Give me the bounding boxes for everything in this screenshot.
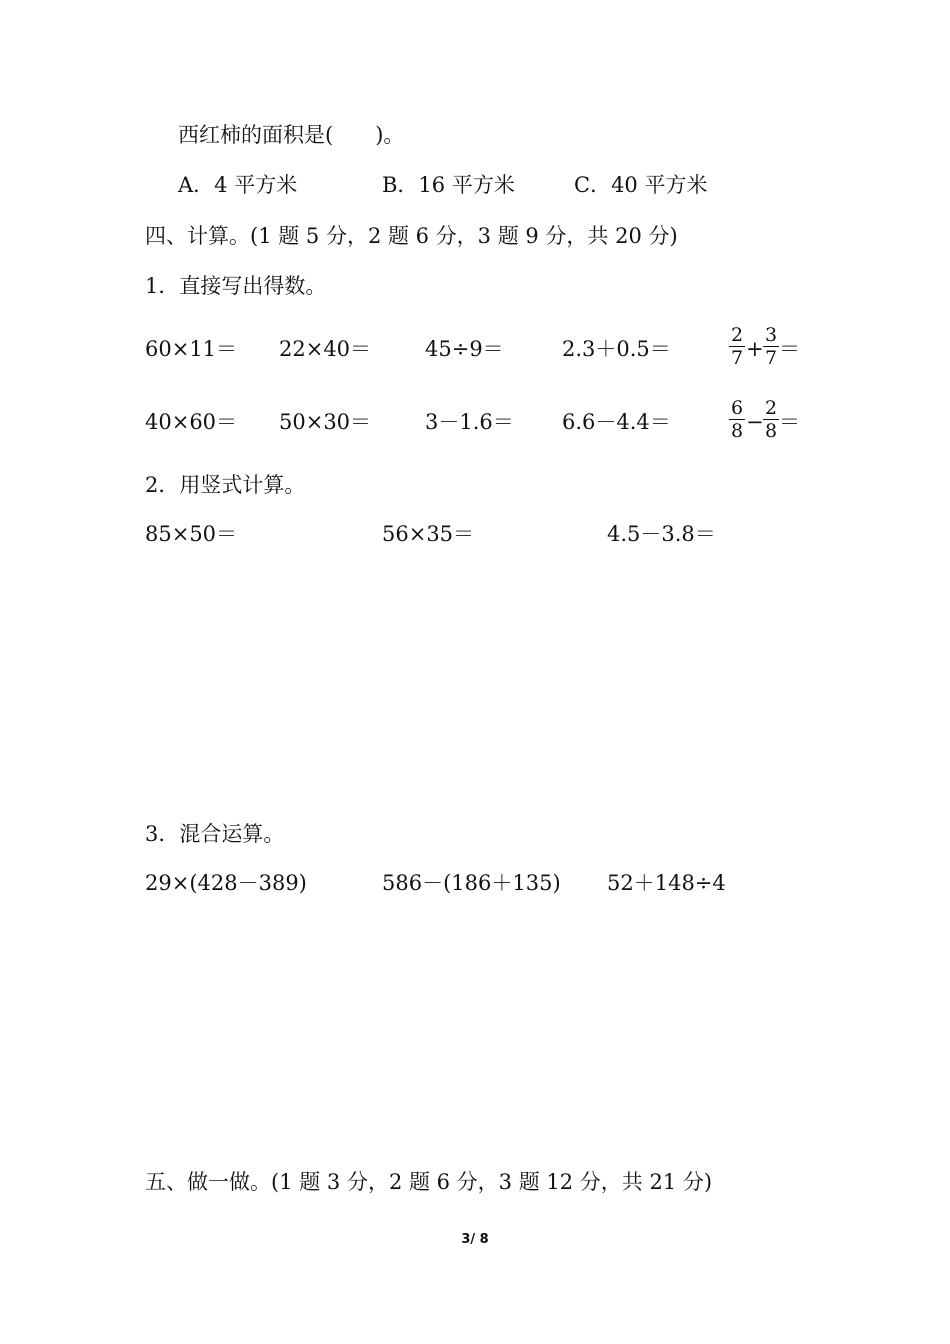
fraction-b <box>763 397 779 442</box>
page-number: 3/ 8 <box>461 1232 489 1247</box>
fraction-denominator: 7 <box>730 347 744 369</box>
calc-r2-4: 6.6－4.4＝ <box>562 410 671 434</box>
vertical-calc-3: 4.5－3.8＝ <box>607 522 716 546</box>
fraction-numerator: 6 <box>730 397 744 419</box>
fraction-numerator: 2 <box>730 324 744 346</box>
fraction-numerator: 3 <box>764 324 778 346</box>
vertical-calc-1: 85×50＝ <box>145 522 238 546</box>
option-c: C．40 平方米 <box>574 173 708 197</box>
calc-r2-1: 40×60＝ <box>145 410 238 434</box>
question-tail: 西红柿的面积是( )。 <box>178 123 405 147</box>
equals-sign: ＝ <box>779 410 800 434</box>
equals-sign: ＝ <box>779 337 800 361</box>
calc-r2-2: 50×30＝ <box>279 410 372 434</box>
fraction-numerator: 2 <box>764 397 778 419</box>
fraction-b <box>763 324 779 369</box>
option-a: A．4 平方米 <box>178 173 298 197</box>
calc-r1-2: 22×40＝ <box>279 337 372 361</box>
option-b: B．16 平方米 <box>382 173 515 197</box>
vertical-calc-2: 56×35＝ <box>382 522 475 546</box>
section5-title: 五、做一做。(1 题 3 分，2 题 6 分，3 题 12 分，共 21 分) <box>145 1170 713 1194</box>
sub2-title: 2．用竖式计算。 <box>145 473 306 497</box>
calc-r1-4: 2.3＋0.5＝ <box>562 337 671 361</box>
sub1-title: 1．直接写出得数。 <box>145 274 327 298</box>
section4-title: 四、计算。(1 题 5 分，2 题 6 分，3 题 9 分，共 20 分) <box>145 224 678 248</box>
calc-r2-3: 3－1.6＝ <box>425 410 514 434</box>
mixed-calc-1: 29×(428－389) <box>145 871 307 895</box>
mixed-calc-2: 586－(186＋135) <box>382 871 561 895</box>
fraction-denominator: 8 <box>730 420 744 442</box>
sub3-title: 3．混合运算。 <box>145 822 285 846</box>
plus-sign: + <box>746 337 764 361</box>
fraction-denominator: 7 <box>764 347 778 369</box>
minus-sign: − <box>746 410 764 434</box>
calc-r1-1: 60×11＝ <box>145 337 238 361</box>
fraction-a <box>729 397 745 442</box>
fraction-a <box>729 324 745 369</box>
fraction-denominator: 8 <box>764 420 778 442</box>
mixed-calc-3: 52＋148÷4 <box>607 871 726 895</box>
calc-r1-3: 45÷9＝ <box>425 337 504 361</box>
